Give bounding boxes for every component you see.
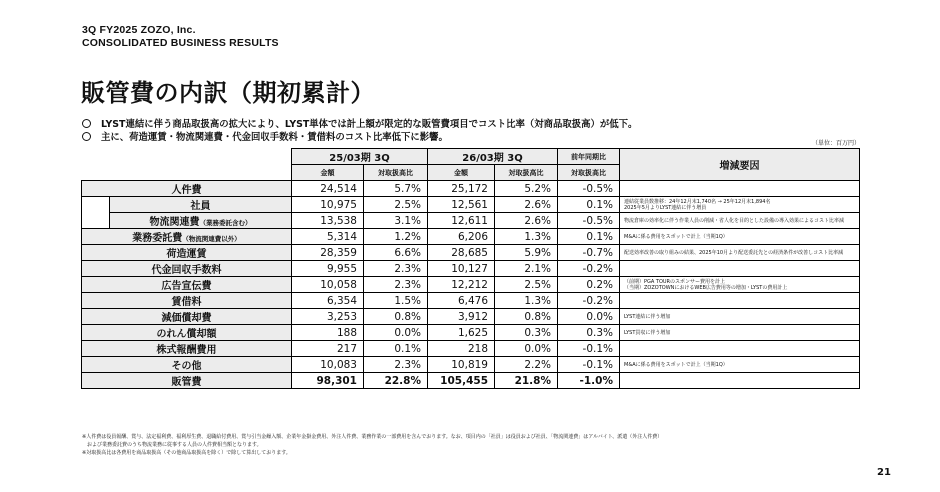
ratio-header-3: 対取扱高比 bbox=[558, 165, 620, 181]
ratio-25-03: 2.3% bbox=[364, 277, 428, 293]
ratio-26-03: 0.3% bbox=[495, 325, 558, 341]
yoy-change: 0.0% bbox=[558, 309, 620, 325]
amount-25-03: 10,083 bbox=[292, 357, 364, 373]
yoy-change: 0.2% bbox=[558, 277, 620, 293]
ratio-26-03: 5.2% bbox=[495, 181, 558, 197]
remark-line: M&Aに係る費用をスポットで計上（当期1Q） bbox=[624, 361, 728, 368]
ratio-25-03: 1.2% bbox=[364, 229, 428, 245]
remark-cell bbox=[620, 229, 860, 245]
row-label bbox=[82, 341, 292, 357]
footnote-1: ※人件費は役員報酬、賞与、法定福利費、福利厚生費、退職給付費用、賞与引当金繰入額、企業年金掛金費用、外注人件費、業務作業の一部費用を含んでおります。なお、項目内の「社員」は役員および社員、「物流関連費」はアルバイト、派遣（外注人件費） bbox=[82, 434, 663, 440]
ratio-25-03: 3.1% bbox=[364, 213, 428, 229]
ratio-26-03: 1.3% bbox=[495, 293, 558, 309]
amount-25-03: 98,301 bbox=[292, 373, 364, 389]
ratio-26-03: 0.0% bbox=[495, 341, 558, 357]
footnotes bbox=[82, 433, 662, 457]
reason-header: 増減要因 bbox=[620, 149, 860, 181]
amount-25-03: 217 bbox=[292, 341, 364, 357]
amount-26-03: 10,819 bbox=[428, 357, 495, 373]
yoy-change: -0.5% bbox=[558, 181, 620, 197]
row-label-text: 人件費 bbox=[171, 185, 202, 196]
table-row bbox=[82, 229, 860, 245]
remark-cell bbox=[620, 293, 860, 309]
ratio-26-03: 5.9% bbox=[495, 245, 558, 261]
remark-cell bbox=[620, 261, 860, 277]
remark-cell bbox=[620, 181, 860, 197]
table-row bbox=[82, 213, 860, 229]
row-label bbox=[110, 197, 292, 213]
row-label-text: のれん償却額 bbox=[156, 329, 217, 340]
ratio-25-03: 2.3% bbox=[364, 261, 428, 277]
amount-25-03: 13,538 bbox=[292, 213, 364, 229]
ratio-25-03: 0.8% bbox=[364, 309, 428, 325]
remark-line: LYST連結に伴う増加 bbox=[624, 313, 671, 320]
remark-cell bbox=[620, 309, 860, 325]
remark-line: M&Aに係る費用をスポットで計上（当期1Q） bbox=[624, 233, 728, 240]
yoy-change: -0.2% bbox=[558, 261, 620, 277]
amount-26-03: 12,561 bbox=[428, 197, 495, 213]
amount-25-03: 24,514 bbox=[292, 181, 364, 197]
table-row bbox=[82, 197, 860, 213]
row-label bbox=[82, 357, 292, 373]
amount-26-03: 1,625 bbox=[428, 325, 495, 341]
amount-26-03: 6,206 bbox=[428, 229, 495, 245]
row-label-text: 減価償却費 bbox=[161, 313, 212, 324]
row-label bbox=[82, 277, 292, 293]
row-label-text: 荷造運賃 bbox=[166, 249, 207, 260]
circle-bullet-icon bbox=[82, 119, 91, 128]
remark-line: （当期）ZOZOTOWNにおけるWEB広告費用等の増加・LYSTの費用計上 bbox=[624, 284, 788, 291]
yoy-change: -1.0% bbox=[558, 373, 620, 389]
period2-header: 26/03期 3Q bbox=[428, 149, 558, 165]
row-label bbox=[82, 293, 292, 309]
table-row bbox=[82, 261, 860, 277]
ratio-26-03: 2.2% bbox=[495, 357, 558, 373]
ratio-25-03: 22.8% bbox=[364, 373, 428, 389]
row-label-text: 賃借料 bbox=[171, 297, 202, 308]
row-label-text: その他 bbox=[171, 361, 202, 372]
yoy-change: -0.1% bbox=[558, 357, 620, 373]
ratio-26-03: 2.1% bbox=[495, 261, 558, 277]
amount-26-03: 6,476 bbox=[428, 293, 495, 309]
remark-cell bbox=[620, 197, 860, 213]
bullet-2-text: 主に、荷造運賃・物流関連費・代金回収手数料・賃借料のコスト比率低下に影響。 bbox=[101, 132, 448, 143]
amount-26-03: 218 bbox=[428, 341, 495, 357]
row-label bbox=[82, 261, 292, 277]
yoy-header: 前年同期比 bbox=[558, 149, 620, 165]
indent-cell bbox=[82, 197, 110, 213]
ratio-header-2: 対取扱高比 bbox=[495, 165, 558, 181]
table-row bbox=[82, 373, 860, 389]
table-row bbox=[82, 357, 860, 373]
ratio-26-03: 2.5% bbox=[495, 277, 558, 293]
ratio-25-03: 0.1% bbox=[364, 341, 428, 357]
amount-26-03: 25,172 bbox=[428, 181, 495, 197]
bullet-2 bbox=[82, 129, 448, 143]
amount-25-03: 5,314 bbox=[292, 229, 364, 245]
amount-26-03: 3,912 bbox=[428, 309, 495, 325]
remark-cell bbox=[620, 213, 860, 229]
indent-cell bbox=[82, 213, 110, 229]
ratio-25-03: 0.0% bbox=[364, 325, 428, 341]
remark-line: LYST買収に伴う増加 bbox=[624, 329, 671, 336]
footnote-3: ※対取扱高比は各費用を商品取扱高（その他商品取扱高を除く）で除して算出しております。 bbox=[82, 450, 291, 456]
row-label-text: 株式報酬費用 bbox=[156, 345, 217, 356]
yoy-change: -0.5% bbox=[558, 213, 620, 229]
remark-line: 2025年5月よりLYST連結に伴う増員 bbox=[624, 204, 707, 211]
page-number: 21 bbox=[877, 467, 891, 478]
ratio-header-1: 対取扱高比 bbox=[364, 165, 428, 181]
amount-header-2: 金額 bbox=[428, 165, 495, 181]
ratio-25-03: 2.3% bbox=[364, 357, 428, 373]
ratio-26-03: 21.8% bbox=[495, 373, 558, 389]
remark-cell bbox=[620, 373, 860, 389]
report-header bbox=[82, 24, 279, 50]
footnote-2: および業務委託費のうち物流業務に従事する人員の人件費相当額となります。 bbox=[82, 442, 262, 448]
table-row bbox=[82, 325, 860, 341]
row-label bbox=[82, 309, 292, 325]
remark-line: 連結従業員数推移：24年12月末1,740名 → 25年12月末1,894名 bbox=[624, 198, 771, 205]
ratio-26-03: 2.6% bbox=[495, 213, 558, 229]
table-row bbox=[82, 181, 860, 197]
period1-header: 25/03期 3Q bbox=[292, 149, 428, 165]
amount-26-03: 12,611 bbox=[428, 213, 495, 229]
row-label-text: 広告宣伝費 bbox=[161, 281, 212, 292]
amount-25-03: 10,058 bbox=[292, 277, 364, 293]
remark-cell bbox=[620, 245, 860, 261]
amount-25-03: 9,955 bbox=[292, 261, 364, 277]
remark-cell bbox=[620, 357, 860, 373]
row-label-text: 社員 bbox=[190, 201, 211, 212]
amount-25-03: 10,975 bbox=[292, 197, 364, 213]
row-label-sub: （物流関連費以外） bbox=[182, 235, 241, 243]
circle-bullet-icon bbox=[82, 132, 91, 141]
row-label bbox=[82, 181, 292, 197]
yoy-change: -0.1% bbox=[558, 341, 620, 357]
amount-header-1: 金額 bbox=[292, 165, 364, 181]
remark-cell bbox=[620, 277, 860, 293]
amount-26-03: 28,685 bbox=[428, 245, 495, 261]
remark-line: 物流倉庫の効率化に伴う作業人員の削減・省人化を目的とした設備の導入効果によるコスト比率減 bbox=[624, 217, 845, 224]
ratio-25-03: 6.6% bbox=[364, 245, 428, 261]
ratio-25-03: 1.5% bbox=[364, 293, 428, 309]
unit-note: （単位：百万円） bbox=[812, 140, 861, 147]
report-header-line1: 3Q FY2025 ZOZO, Inc. bbox=[82, 24, 196, 36]
row-label bbox=[82, 325, 292, 341]
ratio-25-03: 5.7% bbox=[364, 181, 428, 197]
amount-25-03: 188 bbox=[292, 325, 364, 341]
amount-26-03: 105,455 bbox=[428, 373, 495, 389]
remark-line: （前期）PGA TOURのスポンサー費用を計上 bbox=[624, 278, 726, 285]
sga-breakdown-table bbox=[81, 148, 860, 389]
row-label-text: 販管費 bbox=[171, 377, 202, 388]
amount-26-03: 10,127 bbox=[428, 261, 495, 277]
row-label bbox=[82, 229, 292, 245]
yoy-change: 0.3% bbox=[558, 325, 620, 341]
yoy-change: 0.1% bbox=[558, 197, 620, 213]
yoy-change: 0.1% bbox=[558, 229, 620, 245]
table-row bbox=[82, 341, 860, 357]
ratio-25-03: 2.5% bbox=[364, 197, 428, 213]
row-label bbox=[82, 373, 292, 389]
table-row bbox=[82, 277, 860, 293]
report-header-line2: CONSOLIDATED BUSINESS RESULTS bbox=[82, 37, 279, 49]
ratio-26-03: 2.6% bbox=[495, 197, 558, 213]
table-row bbox=[82, 293, 860, 309]
amount-25-03: 3,253 bbox=[292, 309, 364, 325]
table-row bbox=[82, 245, 860, 261]
remark-cell bbox=[620, 325, 860, 341]
row-label-text: 代金回収手数料 bbox=[151, 265, 222, 276]
page-title: 販管費の内訳（期初累計） bbox=[81, 79, 375, 107]
row-label-text: 業務委託費 bbox=[132, 233, 183, 244]
amount-25-03: 28,359 bbox=[292, 245, 364, 261]
yoy-change: -0.2% bbox=[558, 293, 620, 309]
amount-26-03: 12,212 bbox=[428, 277, 495, 293]
row-label-sub: （業務委託含む） bbox=[199, 219, 252, 227]
table-row bbox=[82, 309, 860, 325]
yoy-change: -0.7% bbox=[558, 245, 620, 261]
table-corner bbox=[82, 149, 292, 181]
bullet-1 bbox=[82, 116, 637, 130]
ratio-26-03: 0.8% bbox=[495, 309, 558, 325]
remark-cell bbox=[620, 341, 860, 357]
amount-25-03: 6,354 bbox=[292, 293, 364, 309]
ratio-26-03: 1.3% bbox=[495, 229, 558, 245]
bullet-1-text: LYST連結に伴う商品取扱高の拡大により、LYST単体では計上額が限定的な販管費項目でコスト比率（対商品取扱高）が低下。 bbox=[101, 119, 638, 130]
row-label bbox=[82, 245, 292, 261]
row-label bbox=[110, 213, 292, 229]
row-label-text: 物流関連費 bbox=[149, 217, 200, 228]
remark-line: 配送効率改善の取り組みの結果、2025年10月より配送委託先との経済条件が改善しコスト比率減 bbox=[624, 249, 844, 256]
